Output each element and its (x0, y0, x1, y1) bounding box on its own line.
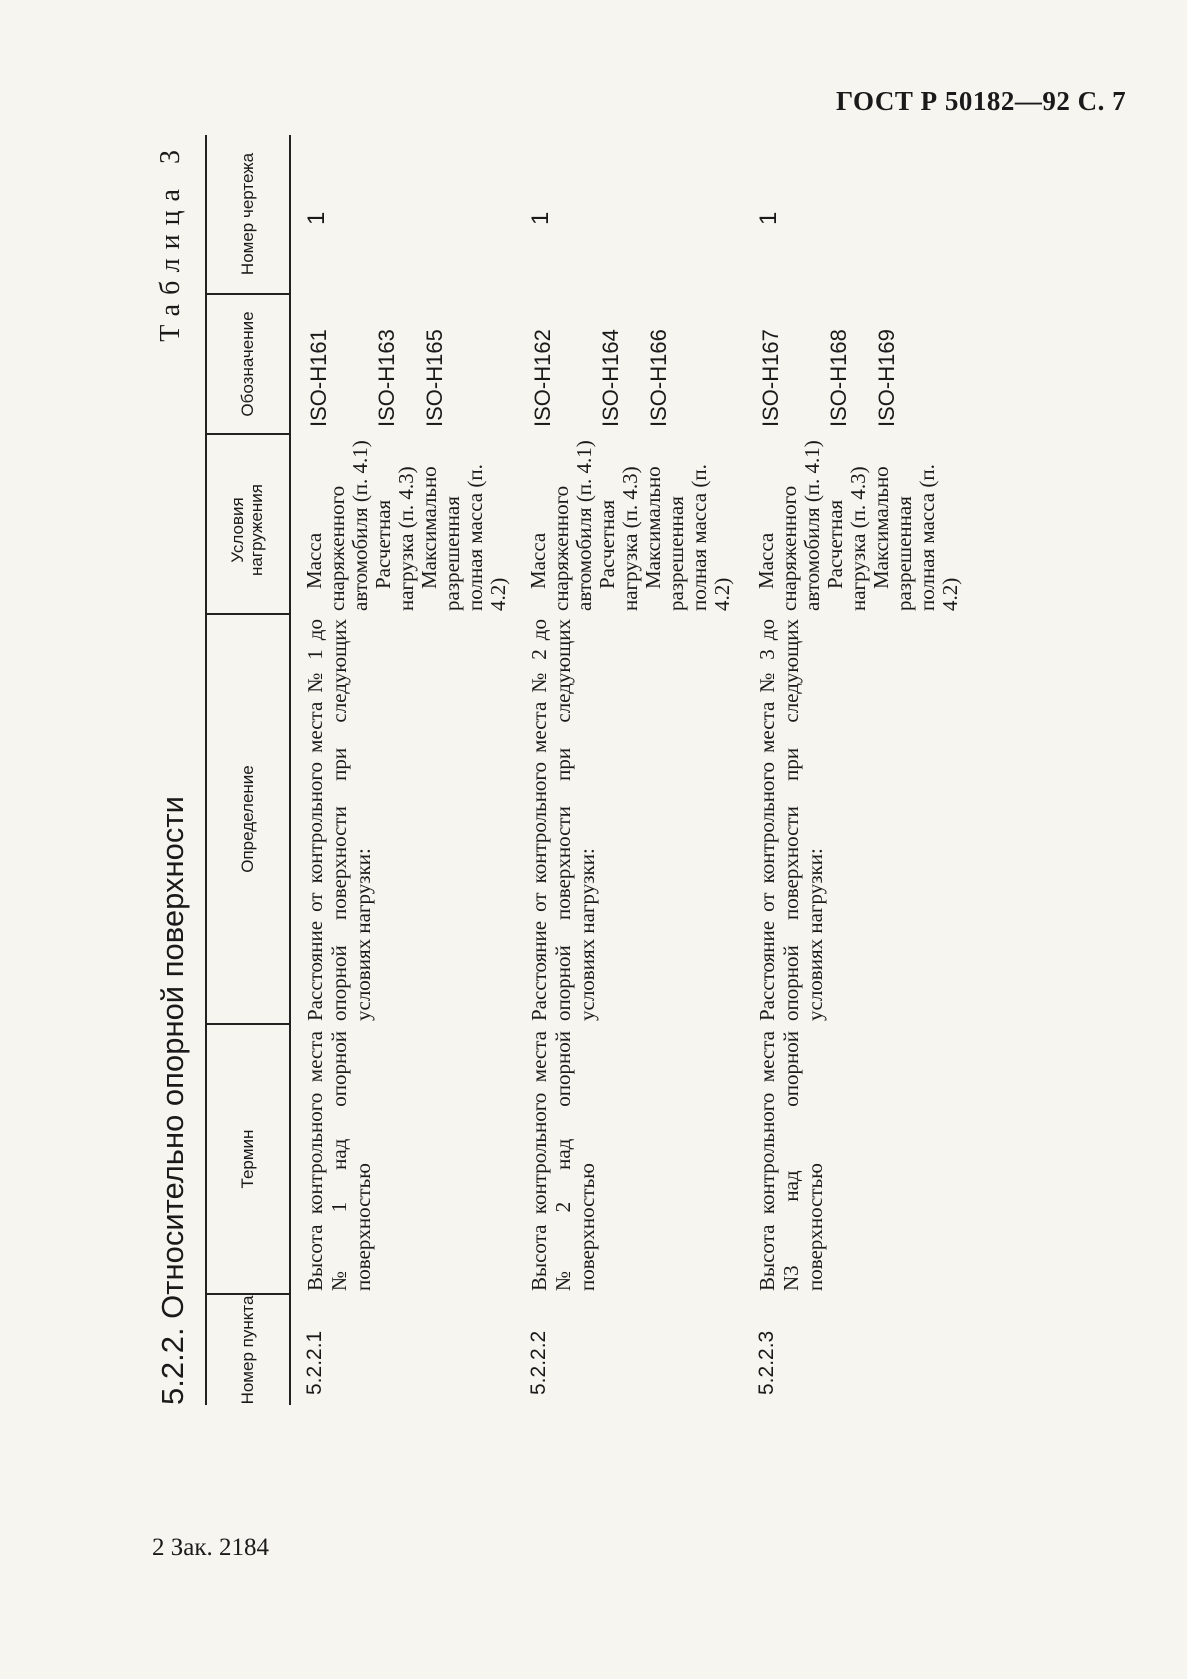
row-1-num: 5.2.2.1 (303, 1330, 326, 1395)
page-header: ГОСТ Р 50182—92 С. 7 (836, 86, 1127, 116)
row-2-conditions (527, 439, 734, 611)
header-designation: Обозначение (237, 311, 257, 417)
table-label: Таблица 3 (155, 141, 186, 342)
row-1-definition: Расстояние от контрольного места № 1 до опорной поверхности при следующих условиях нагрузки: (303, 619, 375, 1021)
header-term: Термин (237, 1129, 257, 1189)
row-3-designation: ISO-H167 (758, 329, 783, 427)
section-title: 5.2.2. Относительно опорной поверхности (155, 796, 190, 1405)
row-3-designations (757, 297, 901, 427)
row-2-condition: Расчетная нагрузка (п. 4.3) (595, 466, 642, 611)
row-3-conditions (755, 439, 962, 611)
row-2-definition: Расстояние от контрольного места № 2 до опорной поверхности при следующих условиях нагрузки: (527, 619, 599, 1021)
row-2-num: 5.2.2.2 (527, 1330, 550, 1395)
row-3-designation: ISO-H169 (874, 329, 899, 427)
row-1-condition: Расчетная нагрузка (п. 4.3) (371, 466, 418, 611)
row-1-designation: ISO-H165 (422, 329, 447, 427)
footer-order-number: 2 Зак. 2184 (152, 1534, 270, 1561)
row-1-condition: Масса снаряженного автомобиля (п. 4.1) (302, 440, 372, 611)
row-1-condition: Максимально разрешенная полная масса (п. 4.2) (417, 464, 510, 611)
header-conditions: Условия нагружения (228, 484, 266, 576)
row-1-designations (305, 297, 449, 427)
row-3-designation: ISO-H168 (826, 329, 851, 427)
row-1-designation: ISO-H163 (374, 329, 399, 427)
table-header-rule (289, 135, 291, 1405)
row-1-designation: ISO-H161 (306, 329, 331, 427)
row-1-drawing: 1 (303, 211, 330, 225)
col-sep (205, 433, 291, 435)
row-3-term: Высота контрольного места N3 над опорной поверхностью (755, 1031, 827, 1291)
header-definition: Определение (237, 765, 257, 873)
row-2-designation: ISO-H166 (646, 329, 671, 427)
row-2-term: Высота контрольного места № 2 над опорной поверхностью (527, 1031, 599, 1291)
row-3-num: 5.2.2.3 (755, 1330, 778, 1395)
row-3-condition: Масса снаряженного автомобиля (п. 4.1) (754, 440, 824, 611)
row-2-designations (529, 297, 673, 427)
row-3-condition: Расчетная нагрузка (п. 4.3) (823, 466, 870, 611)
header-num: Номер пункта (237, 1295, 257, 1405)
row-3-condition: Максимально разрешенная полная масса (п. 4.2) (869, 464, 962, 611)
row-1-term: Высота контрольного места № 1 над опорной поверхностью (303, 1031, 375, 1291)
row-1-conditions (303, 439, 510, 611)
row-2-condition: Масса снаряженного автомобиля (п. 4.1) (526, 440, 596, 611)
header-drawing: Номер чертежа (237, 152, 257, 276)
rotated-table-block (155, 135, 1015, 1405)
row-2-designation: ISO-H162 (530, 329, 555, 427)
row-3-definition: Расстояние от контрольного места № 3 до опорной поверхности при следующих условиях нагрузки: (755, 619, 827, 1021)
row-2-drawing: 1 (527, 211, 554, 225)
row-2-condition: Максимально разрешенная полная масса (п. 4.2) (641, 464, 734, 611)
row-3-drawing: 1 (755, 211, 782, 225)
row-2-designation: ISO-H164 (598, 329, 623, 427)
